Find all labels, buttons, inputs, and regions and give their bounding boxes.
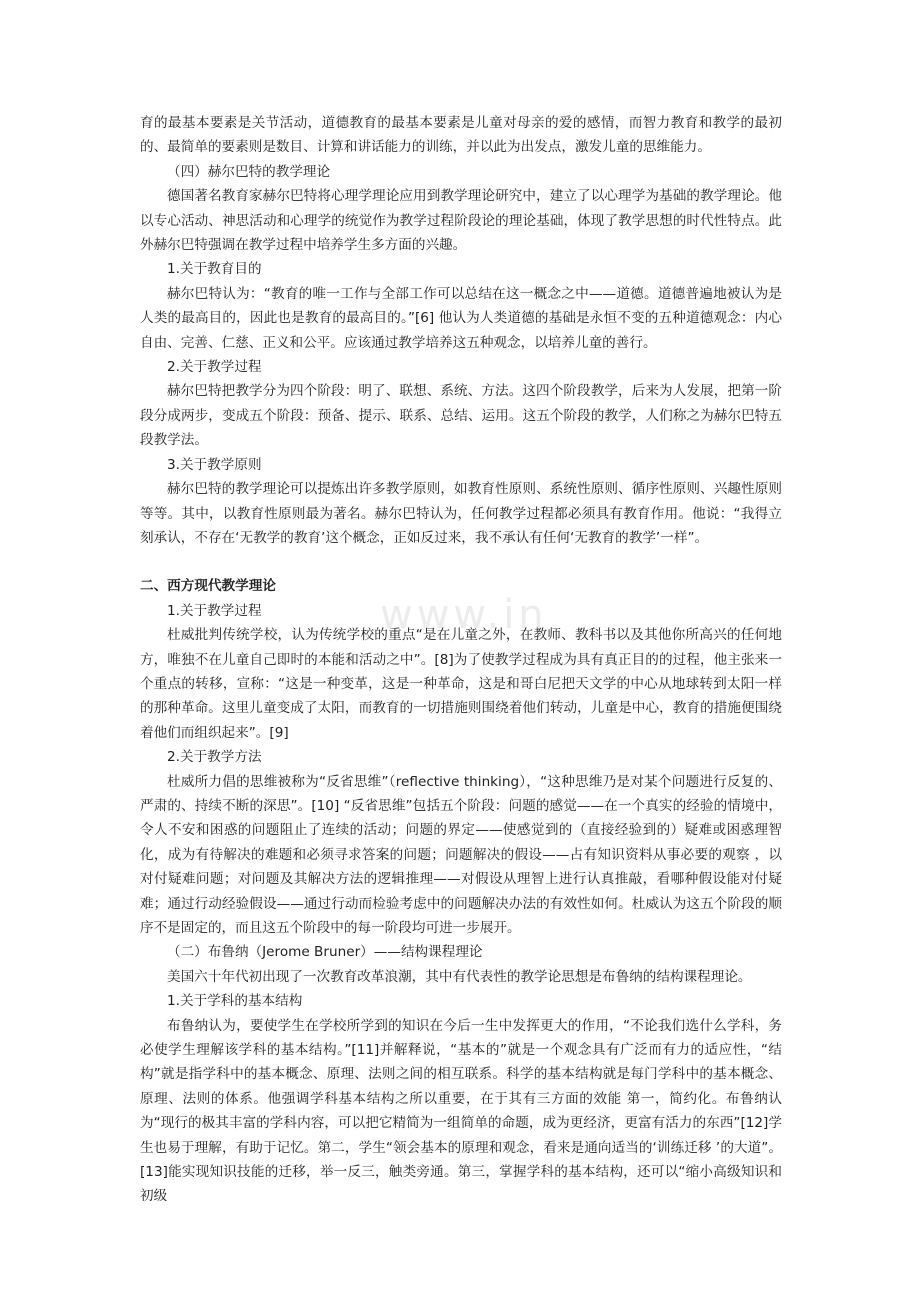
subheading-teaching-process: 2.关于教学过程 bbox=[167, 359, 262, 376]
paragraph-dewey-process: 杜威批判传统学校，认为传统学校的重点“是在儿童之外，在教师、教科书以及其他你所高兴的任何地方，唯独不在儿童自己即时的本能和活动之中”。[8]为了使教学过程成为具有真正目的的过程，他主张来一个重点的转移，宣称：“这是一种变革，这是一种革命，这是和哥白尼把天文学的中心从地球转到太阳一样的那种革命。这里儿童变成了太阳，而教育的一切措施则围绕着他们转动，儿童是中心，教育的措施便围绕着他们而组织起来”。[9] bbox=[140, 627, 782, 741]
paragraph-teaching-principle: 赫尔巴特的教学理论可以提炼出许多教学原则，如教育性原则、系统性原则、循序性原则、兴趣性原则等等。其中，以教育性原则最为著名。赫尔巴特认为，任何教学过程都必须具有教育作用。他说：“我得立刻承认，不存在‘无教学的教育’这个概念，正如反过来，我不承认有任何‘无教育的教学’一样”。 bbox=[140, 481, 782, 546]
paragraph-continuation: 育的最基本要素是关节活动，道德教育的最基本要素是儿童对母亲的爱的感情，而智力教育和教学的最初的、最简单的要素则是数目、计算和讲话能力的训练，并以此为出发点，激发儿童的思维能力。 bbox=[140, 115, 782, 156]
subheading-dewey-method: 2.关于教学方法 bbox=[167, 749, 262, 766]
section-heading-modern: 二、西方现代教学理论 bbox=[140, 578, 276, 595]
paragraph-teaching-process: 赫尔巴特把教学分为四个阶段：明了、联想、系统、方法。这四个阶段教学，后来为人发展，把第一阶段分成两步，变成五个阶段：预备、提示、联系、总结、运用。这五个阶段的教学，人们称之为赫尔巴特五段教学法。 bbox=[140, 383, 782, 449]
section-heading-herbart: （四）赫尔巴特的教学理论 bbox=[167, 163, 331, 180]
paragraph-herbart-intro: 德国著名教育家赫尔巴特将心理学理论应用到教学理论研究中，建立了以心理学为基础的教学理论。他以专心活动、神思活动和心理学的统觉作为教学过程阶段论的理论基础，体现了教学思想的时代性特点。此外赫尔巴特强调在教学过程中培养学生多方面的兴趣。 bbox=[140, 188, 782, 254]
subheading-teaching-principle: 3.关于教学原则 bbox=[167, 456, 262, 473]
section-gap bbox=[140, 550, 782, 574]
document-page bbox=[140, 111, 782, 1209]
subheading-dewey-process: 1.关于教学过程 bbox=[167, 602, 262, 619]
watermark: www.in bbox=[380, 592, 548, 638]
subheading-education-goal: 1.关于教育目的 bbox=[167, 261, 262, 278]
paragraph-education-goal: 赫尔巴特认为：“教育的唯一工作与全部工作可以总结在这一概念之中——道德。道德普遍地被认为是人类的最高目的，因此也是教育的最高目的。”[6] 他认为人类道德的基础是永恒不变的五种道德观念：内心自由、完善、仁慈、正义和公平。应该通过教学培养这五种观念，以培养儿童的善行。 bbox=[140, 285, 782, 351]
section-heading-bruner: （二）布鲁纳（Jerome Bruner）——结构课程理论 bbox=[167, 944, 483, 961]
paragraph-basic-structure: 布鲁纳认为，要使学生在学校所学到的知识在今后一生中发挥更大的作用，“不论我们选什么学科，务必使学生理解该学科的基本结构。”[11]并解释说，“基本的”就是一个观念具有广泛而有力的适应性，“结构”就是指学科中的基本概念、原理、法则之间的相互联系。科学的基本结构就是每门学科中的基本概念、原理、法则的体系。他强调学科基本结构之所以重要，在于其有三方面的效能 第一，简约化。布鲁纳认为“现行的极其丰富的学科内容，可以把它精简为一组简单的命题，成为更经济，更富有活力的东西”[12]学生也易于理解，有助于记忆。第二，学生“领会基本的原理和观念，看来是通向适当的‘训练迁移 ’的大道”。[13]能实现知识技能的迁移，举一反三，触类旁通。第三，掌握学科的基本结构，还可以“缩小高级知识和初级 bbox=[140, 1017, 782, 1205]
paragraph-dewey-method: 杜威所力倡的思维被称为“反省思维”（reflective thinking），“这种思维乃是对某个问题进行反复的、严肃的、持续不断的深思”。[10] “反省思维”包括五个阶段：问题的感觉——在一个真实的经验的情境中，令人不安和困惑的问题阻止了连续的活动；问题的界定——使感觉到的（直接经验到的）疑难或困惑理智化，成为有待解决的难题和必须寻求答案的问题；问题解决的假设——占有知识资料从事必要的观察 ，以对付疑难问题；对问题及其解决方法的逻辑推理——对假设从理智上进行认真推敲，看哪种假设能对付疑难；通过行动经验假设——通过行动而检验考虑中的问题解决办法的有效性如何。杜威认为这五个阶段的顺序不是固定的，而且这五个阶段中的每一阶段均可进一步展开。 bbox=[140, 773, 782, 936]
paragraph-bruner-intro: 美国六十年代初出现了一次教育改革浪潮，其中有代表性的教学论思想是布鲁纳的结构课程理论。 bbox=[167, 968, 752, 985]
subheading-basic-structure: 1.关于学科的基本结构 bbox=[167, 993, 303, 1010]
